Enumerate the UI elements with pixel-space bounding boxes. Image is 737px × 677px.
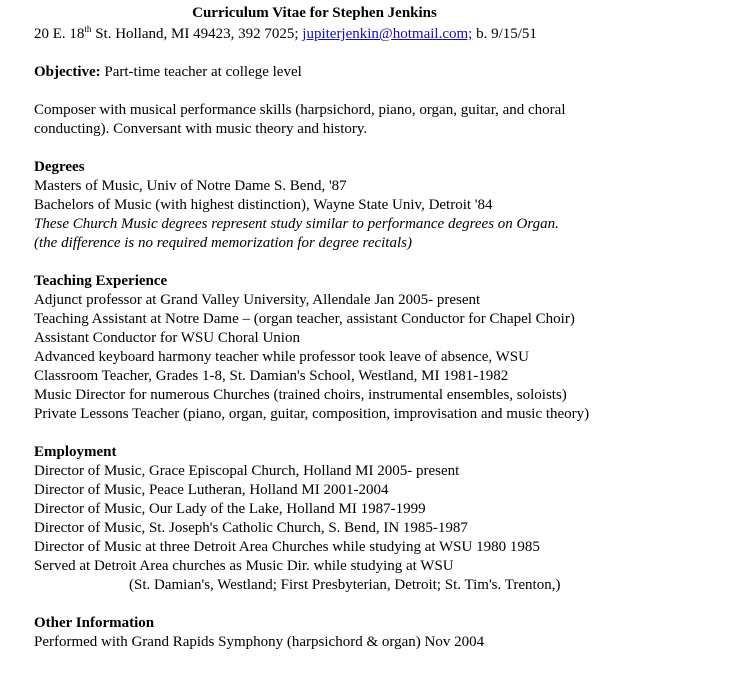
cv-document: [34, 0, 734, 652]
degree-note: (the difference is no required memorization for degree recitals): [34, 235, 412, 251]
employment-item: Director of Music, Our Lady of the Lake, Holland MI 1987-1999: [34, 501, 426, 517]
employment-item: Director of Music at three Detroit Area Churches while studying at WSU 1980 1985: [34, 539, 540, 555]
employment-item: Served at Detroit Area churches as Music Dir. while studying at WSU: [34, 558, 454, 574]
contact-line: [34, 25, 734, 44]
teaching-item: Advanced keyboard harmony teacher while professor took leave of absence, WSU: [34, 349, 529, 365]
objective-text: Part-time teacher at college level: [100, 64, 302, 80]
employment-item: Director of Music, Grace Episcopal Church, Holland MI 2005- present: [34, 463, 460, 479]
degree-item: Masters of Music, Univ of Notre Dame S. Bend, '87: [34, 178, 347, 194]
employment-heading: Employment: [34, 444, 117, 460]
employment-item: Director of Music, St. Joseph's Catholic Church, S. Bend, IN 1985-1987: [34, 520, 468, 536]
objective-line: [34, 63, 734, 82]
teaching-item: Private Lessons Teacher (piano, organ, guitar, composition, improvisation and music theory): [34, 406, 590, 422]
document-title: Curriculum Vitae for Stephen Jenkins: [192, 5, 437, 21]
email-link[interactable]: jupiterjenkin@hotmail.com;: [302, 26, 473, 42]
degree-note: These Church Music degrees represent study similar to performance degrees on Organ.: [34, 216, 559, 232]
summary-line: Composer with musical performance skills (harpsichord, piano, organ, guitar, and choral: [34, 102, 566, 118]
teaching-item: Music Director for numerous Churches (trained choirs, instrumental ensembles, soloists): [34, 387, 567, 403]
teaching-item: Teaching Assistant at Notre Dame – (organ teacher, assistant Conductor for Chapel Choir): [34, 311, 575, 327]
employment-item-indented: (St. Damian's, Westland; First Presbyterian, Detroit; St. Tim's. Trenton,): [129, 577, 561, 593]
teaching-item: Assistant Conductor for WSU Choral Union: [34, 330, 300, 346]
summary-line: conducting). Conversant with music theory and history.: [34, 121, 368, 137]
teaching-item: Classroom Teacher, Grades 1-8, St. Damian's School, Westland, MI 1981-1982: [34, 368, 509, 384]
degree-item: Bachelors of Music (with highest distinction), Wayne State Univ, Detroit '84: [34, 197, 493, 213]
teaching-item: Adjunct professor at Grand Valley University, Allendale Jan 2005- present: [34, 292, 481, 308]
objective-label: Objective:: [34, 64, 101, 80]
degrees-heading: Degrees: [34, 159, 85, 175]
address-superscript: th: [84, 24, 92, 34]
employment-item: Director of Music, Peace Lutheran, Holland MI 2001-2004: [34, 482, 389, 498]
address-text-rest: St. Holland, MI 49423, 392 7025;: [91, 26, 303, 42]
address-text: 20 E. 18: [34, 26, 85, 42]
teaching-heading: Teaching Experience: [34, 273, 168, 289]
other-heading: Other Information: [34, 615, 155, 631]
birth-date: b. 9/15/51: [472, 26, 537, 42]
other-item: Performed with Grand Rapids Symphony (harpsichord & organ) Nov 2004: [34, 634, 485, 650]
